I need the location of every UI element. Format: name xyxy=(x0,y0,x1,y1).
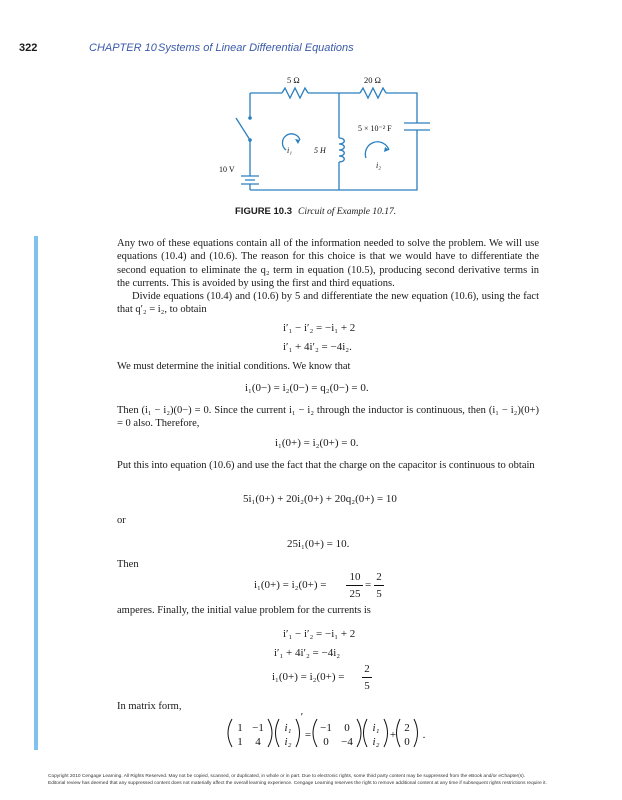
paragraph-1: Any two of these equations contain all of the information needed to solve the problem. We will use equations (10.4) and (10.6). The reason for this choice is that we would have to differentiate the second equation to eliminate the q₂ term in equation (10.5), producing second derivative terms in the currents. This is avoided by using the first and third equations. xyxy=(117,238,539,290)
page-number: 322 xyxy=(19,42,38,54)
equation-7a: i′₁ − i′₂ = −i₁ + 2 xyxy=(283,628,356,640)
paren-x-right xyxy=(296,719,300,747)
label-battery: 10 V xyxy=(219,165,235,174)
equation-1b: i′₁ + 4i′₂ = −4i₂. xyxy=(283,341,352,353)
vector-c-2: 0 xyxy=(404,736,410,748)
label-r1: 5 Ω xyxy=(287,75,300,85)
equation-4: 5i₁(0+) + 20i₂(0+) + 20q₂(0+) = 10 xyxy=(243,493,397,505)
vector-c-1: 2 xyxy=(404,722,410,734)
equation-7c-den: 5 xyxy=(364,680,370,692)
paragraph-5: Put this into equation (10.6) and use the fact that the charge on the capacitor is continuous to obtain xyxy=(117,460,535,471)
chapter-title: Systems of Linear Differential Equations xyxy=(158,42,354,54)
prime-mark: ′ xyxy=(300,711,304,723)
matrix-b-12: 0 xyxy=(344,722,350,734)
matrix-a-22: 4 xyxy=(255,736,261,748)
equation-7c-num: 2 xyxy=(364,663,370,675)
equation-6-equals: = xyxy=(365,579,372,591)
vector-x-2: i₂ xyxy=(284,736,292,748)
paren-c-right xyxy=(414,719,418,747)
paren-x2-left xyxy=(364,719,368,747)
paren-b-left xyxy=(313,719,317,747)
paren-x2-right xyxy=(384,719,388,747)
label-i1: i₁ xyxy=(287,146,293,155)
paren-c-left xyxy=(397,719,401,747)
equation-6-num1: 10 xyxy=(349,571,361,583)
paragraph-7: Then xyxy=(117,559,139,570)
chapter-label: CHAPTER 10 xyxy=(89,42,157,54)
vector-x2-2: i₂ xyxy=(372,736,380,748)
equation-7c-lhs: i₁(0+) = i₂(0+) = xyxy=(272,671,345,683)
matrix-equals: = xyxy=(304,729,312,741)
paragraph-4: Then (i₁ − i₂)(0−) = 0. Since the current i₁ − i₂ through the inductor is continuous, then (i₁ − i₂)(0+) = 0 also. Therefore, xyxy=(117,405,539,430)
vector-x-1: i₁ xyxy=(284,722,292,734)
equation-6-den1: 25 xyxy=(349,588,361,600)
label-inductor: 5 H xyxy=(314,146,326,155)
equation-5: 25i₁(0+) = 10. xyxy=(287,538,350,550)
copyright-line-1: Copyright 2010 Cengage Learning. All Rights Reserved. May not be copied, scanned, or duplicated, in whole or in part. Due to electronic rights, some third party content may be suppressed from the eBook and/or eChapter(s). xyxy=(48,774,526,779)
paren-a-right xyxy=(268,719,272,747)
equation-1a: i′₁ − i′₂ = −i₁ + 2 xyxy=(283,322,356,334)
paren-b-right xyxy=(357,719,361,747)
paragraph-6: or xyxy=(117,515,126,526)
paragraph-9: In matrix form, xyxy=(117,701,182,712)
equation-7b: i′₁ + 4i′₂ = −4i₂ xyxy=(274,647,341,659)
figure-caption-text: Circuit of Example 10.17. xyxy=(298,207,397,217)
label-r2: 20 Ω xyxy=(364,75,381,85)
copyright-line-2: Editorial review has deemed that any suppressed content does not materially affect the overall learning experience. Cengage Learning reserves the right to remove additional content at any time if subsequent rights restrictions require it. xyxy=(48,781,547,786)
paren-a-left xyxy=(228,719,232,747)
paren-x-left xyxy=(276,719,280,747)
matrix-period: . xyxy=(422,729,426,741)
matrix-a-12: −1 xyxy=(252,722,264,734)
label-i2: i₂ xyxy=(376,161,382,170)
matrix-a-21: 1 xyxy=(237,736,243,748)
equation-6-num2: 2 xyxy=(376,571,382,583)
matrix-b-21: 0 xyxy=(323,736,329,748)
vector-x2-1: i₁ xyxy=(372,722,380,734)
figure-caption-label: FIGURE 10.3 xyxy=(235,206,293,217)
equation-2: i₁(0−) = i₂(0−) = q₂(0−) = 0. xyxy=(245,382,369,394)
paragraph-3: We must determine the initial conditions. We know that xyxy=(117,361,351,372)
paragraph-2: Divide equations (10.4) and (10.6) by 5 and differentiate the new equation (10.6), using the fact that q′₂ = i₂, to obtain xyxy=(117,291,539,316)
matrix-plus: + xyxy=(389,729,397,741)
equation-6-den2: 5 xyxy=(376,588,382,600)
paragraph-8: amperes. Finally, the initial value problem for the currents is xyxy=(117,605,371,616)
equation-3: i₁(0+) = i₂(0+) = 0. xyxy=(275,437,359,449)
matrix-b-22: −4 xyxy=(341,736,353,748)
matrix-a-11: 1 xyxy=(237,722,243,734)
matrix-b-11: −1 xyxy=(320,722,332,734)
label-capacitor: 5 × 10⁻² F xyxy=(358,124,392,133)
equation-6-lhs: i₁(0+) = i₂(0+) = xyxy=(254,579,327,591)
